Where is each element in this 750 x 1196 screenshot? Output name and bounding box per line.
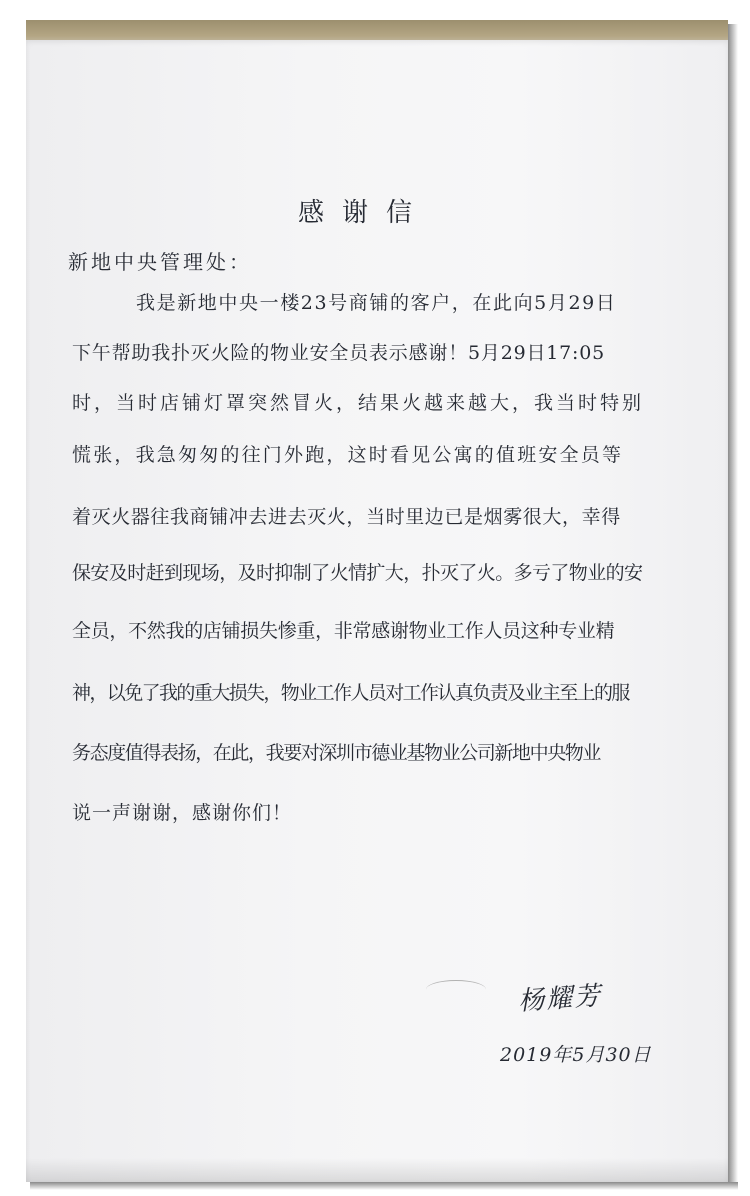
letter-line: 说一声谢谢，感谢你们！: [72, 802, 293, 824]
letter-line: 神，以免了我的重大损失，物业工作人员对工作认真负责及业主至上的服: [72, 682, 629, 704]
frame-shadow-bottom: [30, 1182, 738, 1190]
frame-shadow-right: [728, 24, 738, 1186]
letter-photo: [26, 20, 728, 1182]
letter-line: 我是新地中央一楼23号商铺的客户，在此向5月29日: [136, 292, 617, 314]
letter-line: 务态度值得表扬，在此，我要对深圳市德业基物业公司新地中央物业: [72, 742, 601, 764]
letter-line: 慌张，我急匆匆的往门外跑，这时看见公寓的值班安全员等: [72, 444, 624, 466]
signature-date: 2019年5月30日: [500, 1044, 652, 1066]
paper-shadow: [26, 1158, 728, 1182]
letter-line: 保安及时赶到现场，及时抑制了火情扩大，扑灭了火。多亏了物业的安: [72, 562, 643, 584]
letter-title: 感谢信: [298, 198, 431, 228]
letter-line: 全员，不然我的店铺损失惨重，非常感谢物业工作人员这种专业精: [72, 620, 615, 642]
letter-line: 着灭火器往我商铺冲去进去灭火，当时里边已是烟雾很大，幸得: [72, 506, 621, 528]
signature: 杨耀芳: [517, 981, 604, 1017]
pencil-mark: [426, 980, 486, 999]
letter-line: 下午帮助我扑灭火险的物业安全员表示感谢！5月29日17:05: [72, 342, 606, 364]
letter-salutation: 新地中央管理处：: [68, 250, 252, 274]
letter-line: 时，当时店铺灯罩突然冒火，结果火越来越大，我当时特别: [72, 392, 645, 414]
